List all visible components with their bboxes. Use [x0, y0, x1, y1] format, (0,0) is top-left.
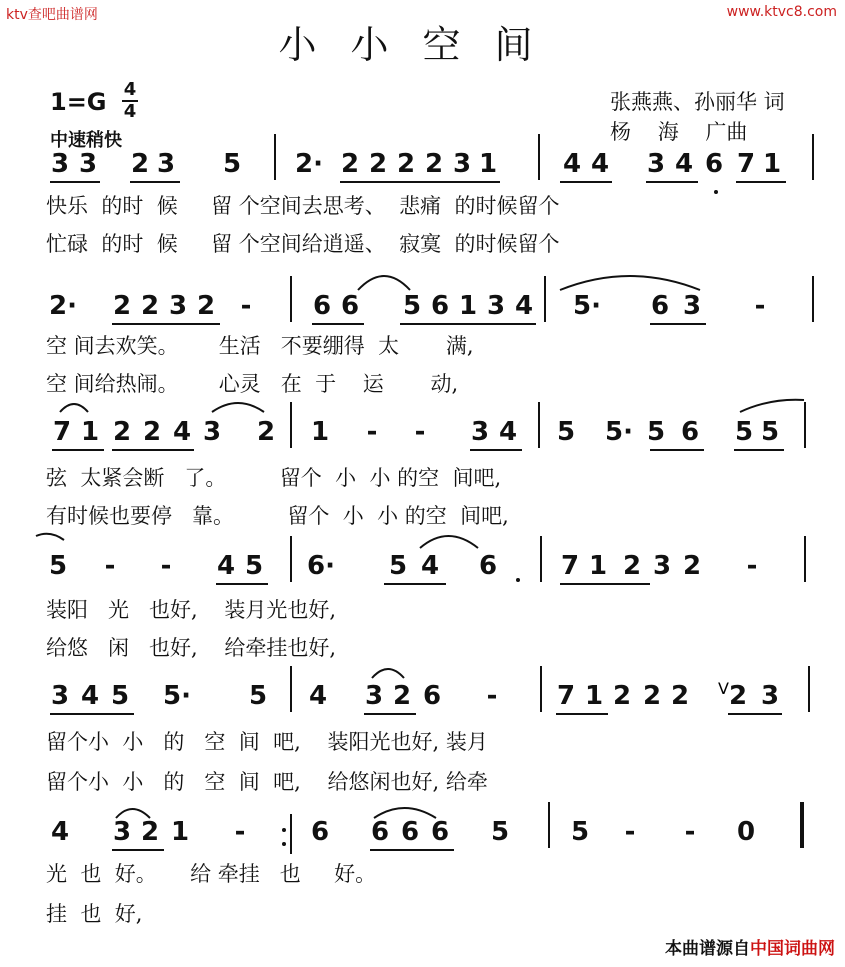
note: 6 — [650, 291, 670, 321]
note: 3 — [652, 551, 672, 581]
note: 2· — [49, 291, 77, 321]
note: 3 — [470, 417, 490, 447]
note: 3 — [50, 149, 70, 179]
lyric-verse-2: 留个小 小 的 空 间 吧, 给悠闲也好, 给牵 — [46, 770, 488, 794]
note: 2 — [612, 681, 632, 711]
time-signature-top: 4 — [123, 79, 137, 100]
note: 5 — [248, 681, 268, 711]
note: 5· — [163, 681, 191, 711]
note: 6 — [478, 551, 498, 581]
slur — [372, 669, 404, 678]
note: 2 — [670, 681, 690, 711]
note: 4 — [674, 149, 694, 179]
note: 5 — [110, 681, 130, 711]
note: 6· — [307, 551, 335, 581]
note: 6 — [340, 291, 360, 321]
note: 2 — [196, 291, 216, 321]
note: 3 — [364, 681, 384, 711]
note: 3 — [112, 817, 132, 847]
slur — [116, 809, 150, 818]
note: - — [160, 551, 172, 581]
note: 5 — [48, 551, 68, 581]
note: 3 — [156, 149, 176, 179]
note: 5· — [605, 417, 633, 447]
note: - — [234, 817, 246, 847]
note: 2 — [140, 291, 160, 321]
note: 2 — [130, 149, 150, 179]
note: 0 — [736, 817, 756, 847]
note: 4 — [562, 149, 582, 179]
footer-credit — [665, 934, 835, 959]
lyricist-credit: 张燕燕、孙丽华 词 — [610, 90, 785, 114]
note: 7 — [52, 417, 72, 447]
lyric-verse-1: 快乐 的时 候 留 个空间去思考、 悲痛 的时候留个 — [46, 194, 560, 218]
note: 4 — [590, 149, 610, 179]
note: 1 — [478, 149, 498, 179]
note: - — [240, 291, 252, 321]
note: 5 — [760, 417, 780, 447]
slur — [740, 400, 804, 412]
note: 4 — [50, 817, 70, 847]
lyric-verse-1: 弦 太紧会断 了。 留个 小 小 的空 间吧, — [46, 466, 502, 490]
lyric-verse-2: 挂 也 好, — [46, 902, 143, 926]
note: 5 — [646, 417, 666, 447]
lyric-verse-1: 光 也 好。 给 牵挂 也 好。 — [46, 862, 377, 886]
note: 3 — [202, 417, 222, 447]
note: 2 — [368, 149, 388, 179]
note: 2 — [622, 551, 642, 581]
breath-mark: V — [718, 679, 729, 698]
note: 4 — [514, 291, 534, 321]
note: - — [746, 551, 758, 581]
note: 6 — [430, 291, 450, 321]
note: - — [366, 417, 378, 447]
note: - — [624, 817, 636, 847]
note: 1 — [762, 149, 782, 179]
note: 1 — [588, 551, 608, 581]
note: 2 — [682, 551, 702, 581]
note: 4 — [308, 681, 328, 711]
note: 3 — [78, 149, 98, 179]
lyric-verse-1: 装阳 光 也好, 装月光也好, — [46, 598, 337, 622]
note: - — [414, 417, 426, 447]
note: 3 — [50, 681, 70, 711]
note: 4 — [498, 417, 518, 447]
note: 2· — [295, 149, 323, 179]
slur — [374, 808, 436, 818]
song-title: 小小空间 — [278, 23, 567, 67]
note: 5 — [490, 817, 510, 847]
footer-site-name: 中国词曲网 — [750, 939, 835, 959]
slur — [560, 276, 700, 290]
note: 5 — [734, 417, 754, 447]
note: 6 — [704, 149, 724, 179]
lyric-verse-2: 给悠 闲 也好, 给牵挂也好, — [46, 636, 337, 660]
note: 4 — [420, 551, 440, 581]
note: 3 — [168, 291, 188, 321]
note: 3 — [760, 681, 780, 711]
slur — [36, 534, 64, 540]
note: 2 — [256, 417, 276, 447]
note: 3 — [682, 291, 702, 321]
note: 6 — [430, 817, 450, 847]
note: 5 — [388, 551, 408, 581]
note: 5 — [570, 817, 590, 847]
note: 4 — [80, 681, 100, 711]
note: 2 — [728, 681, 748, 711]
slur — [358, 276, 410, 290]
lyric-verse-2: 有时候也要停 靠。 留个 小 小 的空 间吧, — [46, 504, 509, 528]
footer-source-label: 本曲谱源自 — [665, 939, 750, 959]
note: 7 — [556, 681, 576, 711]
slur — [60, 404, 88, 412]
key-signature: 1=G — [50, 88, 107, 116]
watermark-left: ktv查吧曲谱网 — [6, 7, 98, 23]
composer-credit: 杨 海 广曲 — [610, 120, 748, 144]
note: 5 — [556, 417, 576, 447]
note: 2 — [392, 681, 412, 711]
note: 6 — [310, 817, 330, 847]
note: 1 — [310, 417, 330, 447]
note: 4 — [216, 551, 236, 581]
note: 7 — [560, 551, 580, 581]
note: 3 — [486, 291, 506, 321]
watermark-right: www.ktvc8.com — [726, 4, 837, 20]
note: - — [486, 681, 498, 711]
note: - — [684, 817, 696, 847]
note: 3 — [452, 149, 472, 179]
note: 1 — [170, 817, 190, 847]
note: - — [754, 291, 766, 321]
note: 2 — [340, 149, 360, 179]
lyric-verse-2: 忙碌 的时 候 留 个空间给逍遥、 寂寞 的时候留个 — [46, 232, 560, 256]
slur — [212, 403, 264, 412]
note: 1 — [584, 681, 604, 711]
note: 2 — [424, 149, 444, 179]
note: 5 — [402, 291, 422, 321]
note: 2 — [142, 417, 162, 447]
note: 6 — [422, 681, 442, 711]
note: 5 — [222, 149, 242, 179]
tempo-marking: 中速稍快 — [50, 130, 122, 151]
note: 6 — [400, 817, 420, 847]
note: 1 — [458, 291, 478, 321]
note: 5· — [573, 291, 601, 321]
note: 6 — [370, 817, 390, 847]
time-signature-bottom: 4 — [123, 101, 137, 122]
note: 2 — [140, 817, 160, 847]
note: 6 — [312, 291, 332, 321]
slur — [420, 536, 478, 548]
note: 2 — [112, 417, 132, 447]
note: - — [104, 551, 116, 581]
lyric-verse-2: 空 间给热闹。 心灵 在 于 运 动, — [46, 372, 459, 396]
lyric-verse-1: 空 间去欢笑。 生活 不要绷得 太 满, — [46, 334, 474, 358]
lyric-verse-1: 留个小 小 的 空 间 吧, 装阳光也好, 装月 — [46, 730, 488, 754]
note: 2 — [642, 681, 662, 711]
note: 7 — [736, 149, 756, 179]
note: 4 — [172, 417, 192, 447]
note: 6 — [680, 417, 700, 447]
note: 2 — [396, 149, 416, 179]
note: 5 — [244, 551, 264, 581]
note: 3 — [646, 149, 666, 179]
note: 1 — [80, 417, 100, 447]
note: 2 — [112, 291, 132, 321]
